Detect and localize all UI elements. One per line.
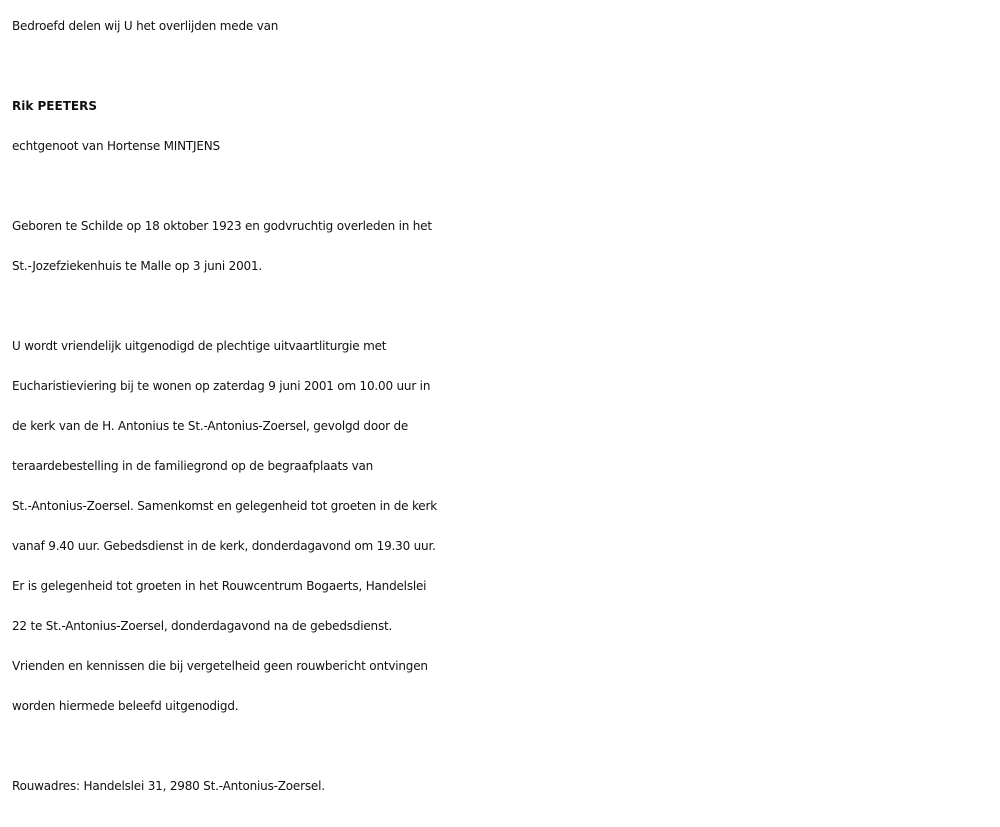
text-line: St.-Jozefziekenhuis te Malle op 3 juni 2001. [12,259,263,273]
funeral-paragraph [12,326,996,726]
text-line: vanaf 9.40 uur. Gebedsdienst in de kerk, donderdagavond om 19.30 uur. [12,539,436,553]
deceased-name: Rik PEETERS [12,99,97,113]
text-line: St.-Antonius-Zoersel. Samenkomst en gelegenheid tot groeten in de kerk [12,499,437,513]
text-line: teraardebestelling in de familiegrond op de begraafplaats van [12,459,374,473]
birth-death-paragraph [12,206,996,286]
spacer [12,46,996,86]
intro-text: Bedroefd delen wij U het overlijden mede van [12,19,279,33]
spouse-line: echtgenoot van Hortense MINTJENS [12,139,220,153]
spacer [12,726,996,766]
text-line: Er is gelegenheid tot groeten in het Rouwcentrum Bogaerts, Handelslei [12,579,427,593]
text-line: worden hiermede beleefd uitgenodigd. [12,699,239,713]
mourning-address: Rouwadres: Handelslei 31, 2980 St.-Antonius-Zoersel. [12,779,325,793]
text-line: U wordt vriendelijk uitgenodigd de plechtige uitvaartliturgie met [12,339,387,353]
text-line: 22 te St.-Antonius-Zoersel, donderdagavond na de gebedsdienst. [12,619,393,633]
text-line: de kerk van de H. Antonius te St.-Antonius-Zoersel, gevolgd door de [12,419,409,433]
text-line: Eucharistieviering bij te wonen op zaterdag 9 juni 2001 om 10.00 uur in [12,379,431,393]
spacer [12,166,996,206]
death-notice [12,6,996,806]
text-line: Vrienden en kennissen die bij vergetelheid geen rouwbericht ontvingen [12,659,428,673]
spacer [12,286,996,326]
text-line: Geboren te Schilde op 18 oktober 1923 en godvruchtig overleden in het [12,219,432,233]
